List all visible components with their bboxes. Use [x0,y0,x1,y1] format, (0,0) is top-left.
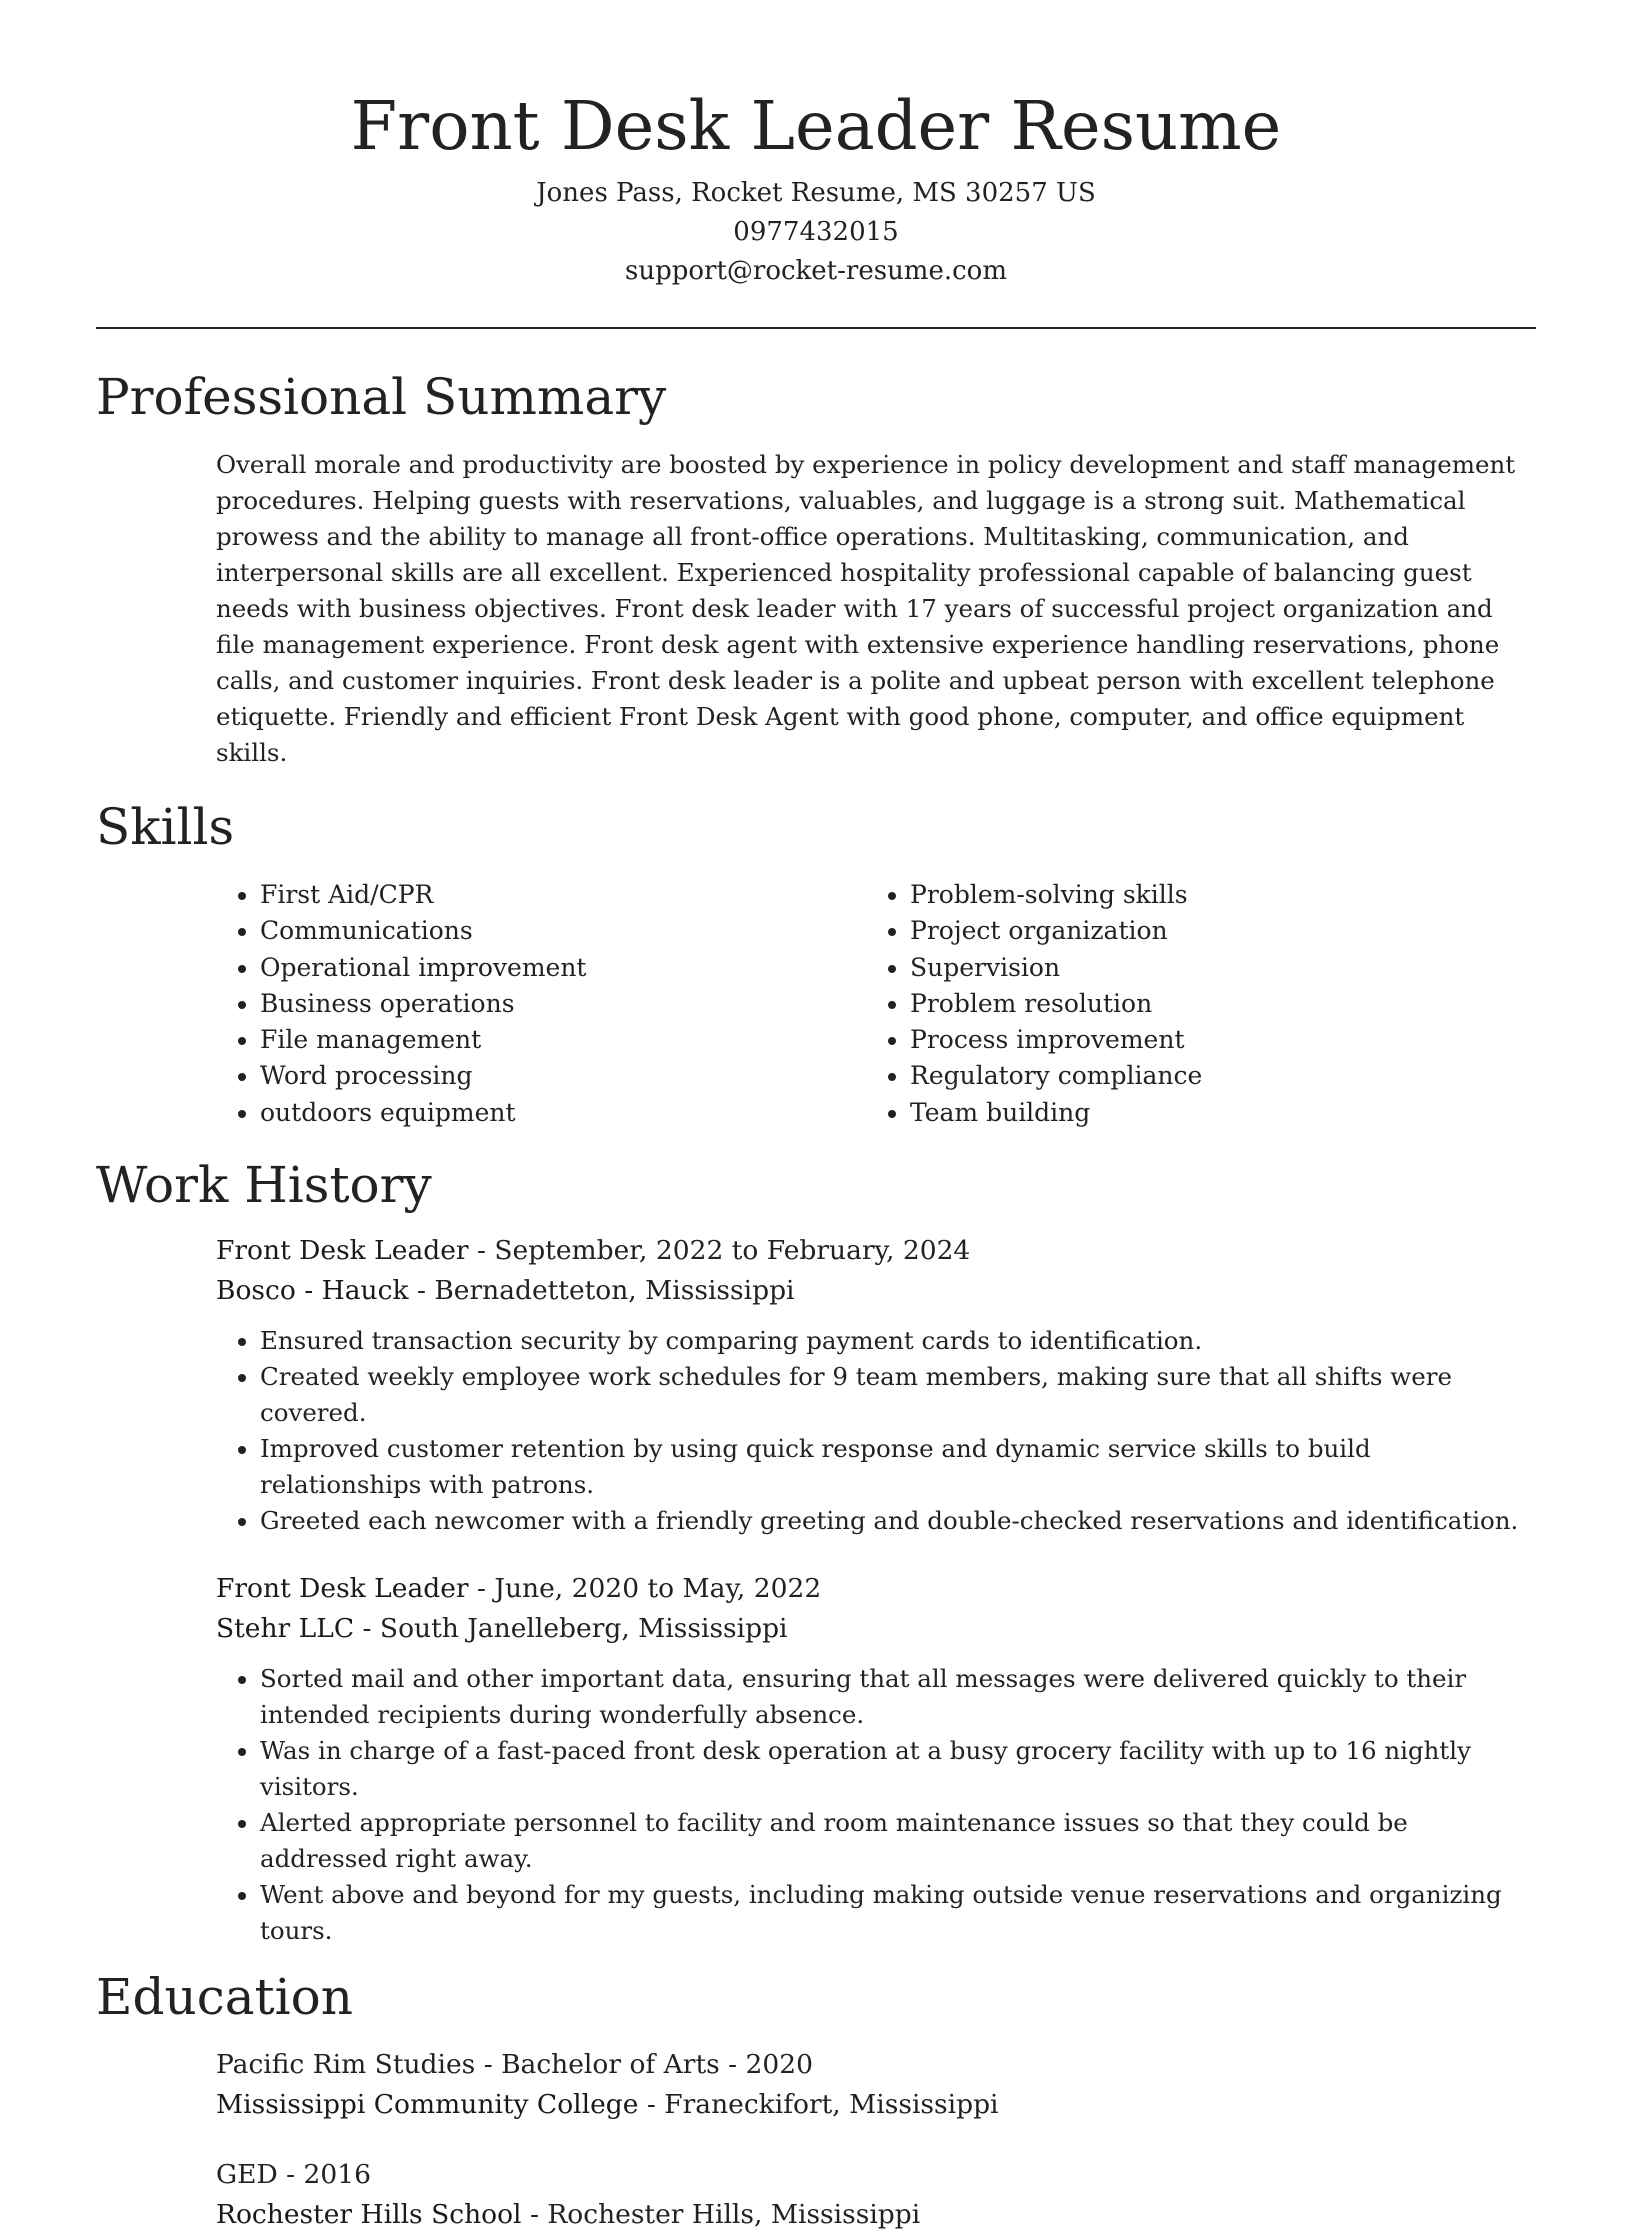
education-school: Rochester Hills School [216,2199,522,2231]
skill-item: • Communications [260,913,866,949]
skill-item: • File management [260,1022,866,1058]
job-bullet: • Went above and beyond for my guests, including making outside venue reservations and organizing tours. [260,1877,1536,1949]
summary-heading: Professional Summary [96,368,667,426]
job-company-line [216,1609,1536,1649]
skills-heading: Skills [96,798,235,856]
resume-page [96,0,1536,2235]
skill-item: • Project organization [910,913,1516,949]
job-location: - South Janelleberg, Mississippi [354,1613,788,1645]
job-bullets [216,1661,1536,1949]
job-bullet: • Alerted appropriate personnel to facility and room maintenance issues so that they could be addressed right away. [260,1805,1536,1877]
skill-item: • Business operations [260,986,866,1022]
skill-item: • outdoors equipment [260,1095,866,1131]
education-heading: Education [96,1968,353,2027]
job-bullet: • Greeted each newcomer with a friendly greeting and double-checked reservations and identification. [260,1503,1536,1539]
job-title-line [216,1231,1536,1271]
job-bullets [216,1323,1536,1539]
skill-item: • Operational improvement [260,950,866,986]
education-degree: Pacific Rim Studies - Bachelor of Arts - 2020 [216,2049,813,2081]
skills-column-left [216,877,866,1131]
skill-item: • Regulatory compliance [910,1058,1516,1094]
job-bullet: • Was in charge of a fast-paced front desk operation at a busy grocery facility with up to 16 nightly visitors. [260,1733,1536,1805]
skill-item: • Problem-solving skills [910,877,1516,913]
contact-phone: 0977432015 [733,217,899,247]
contact-address: Jones Pass, Rocket Resume, MS 30257 US [536,178,1096,208]
summary-text: Overall morale and productivity are boosted by experience in policy development and staff management procedures. Helping guests with reservations, valuables, and luggage is a strong suit. Mathematical prowess and the ability to manage all front-office operations. Multitasking, communication, and interpersonal skills are all excellent. Experienced hospitality professional capable of balancing guest needs with business objectives. Front desk leader with 17 years of successful project organization and file management experience. Front desk agent with extensive experience handling reservations, phone calls, and customer inquiries. Front desk leader is a polite and upbeat person with excellent telephone etiquette. Friendly and efficient Front Desk Agent with good phone, computer, and office equipment skills. [216,450,1516,767]
job-company: Bosco - Hauck [216,1275,409,1307]
contact-email: support@rocket-resume.com [624,256,1007,286]
work-history-heading: Work History [96,1156,432,1215]
skills-list [216,877,1536,1131]
education-school-line [216,2085,1536,2125]
job-title: Front Desk Leader [216,1573,469,1605]
education-entry [216,2045,1536,2125]
education-location: - Rochester Hills, Mississippi [521,2199,921,2231]
job-bullet: • Improved customer retention by using quick response and dynamic service skills to build relationships with patrons. [260,1431,1536,1503]
job-dates: - June, 2020 to May, 2022 [468,1573,822,1605]
job-company: Stehr LLC [216,1613,355,1645]
job-entry [216,1569,1536,1949]
education-degree: GED - 2016 [216,2159,372,2191]
job-bullet: • Ensured transaction security by comparing payment cards to identification. [260,1323,1536,1359]
job-dates: - September, 2022 to February, 2024 [468,1235,971,1267]
job-title: Front Desk Leader [216,1235,469,1267]
skill-item: • Word processing [260,1058,866,1094]
job-location: - Bernadetteton, Mississippi [408,1275,795,1307]
skill-item: • Process improvement [910,1022,1516,1058]
job-bullet: • Sorted mail and other important data, ensuring that all messages were delivered quickly to their intended recipients during wonderfully absence. [260,1661,1536,1733]
skills-column-right [866,877,1516,1131]
contact-block [96,174,1536,291]
skill-item: • Problem resolution [910,986,1516,1022]
job-entry [216,1231,1536,1539]
job-bullet: • Created weekly employee work schedules for 9 team members, making sure that all shifts were covered. [260,1359,1536,1431]
skill-item: • Supervision [910,950,1516,986]
header-divider [96,327,1536,329]
education-location: - Franeckifort, Mississippi [638,2089,999,2121]
education-school: Mississippi Community College [216,2089,639,2121]
education-entry [216,2155,1536,2235]
job-title-line [216,1569,1536,1609]
resume-title: Front Desk Leader Resume [350,87,1282,165]
skill-item: • First Aid/CPR [260,877,866,913]
education-school-line [216,2195,1536,2235]
job-company-line [216,1271,1536,1311]
skill-item: • Team building [910,1095,1516,1131]
